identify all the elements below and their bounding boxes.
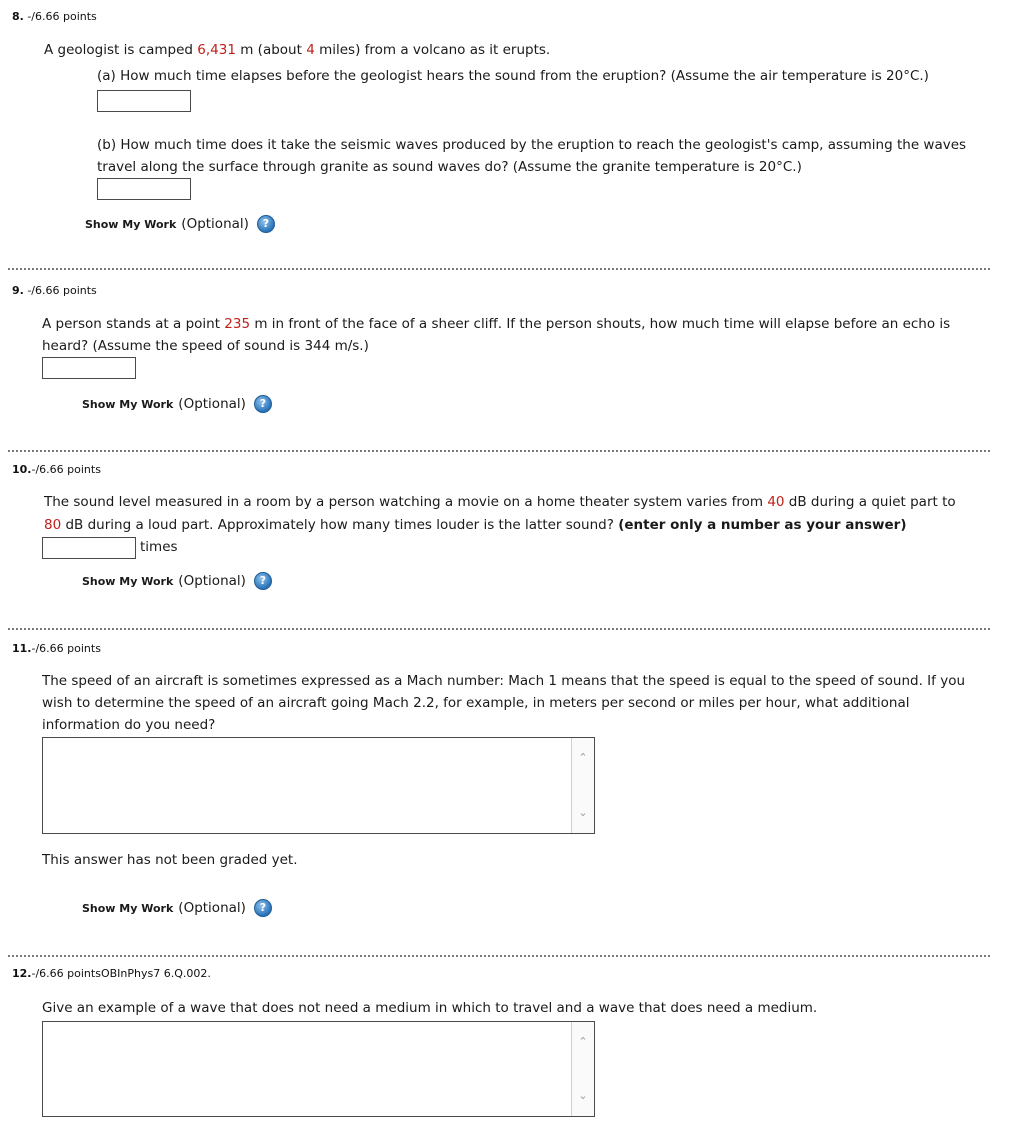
q8-distance: 6,431: [197, 42, 236, 58]
q11-show-my-work[interactable]: [82, 899, 272, 917]
q8-points: -/6.66 points: [23, 10, 97, 23]
q8-number: 8.: [12, 10, 24, 23]
chevron-up-icon[interactable]: ⌃: [578, 751, 588, 764]
show-my-work-label[interactable]: Show My Work: [82, 901, 174, 915]
q8-part-a-answer-input[interactable]: [97, 90, 191, 112]
q12-line1: Give an example of a wave that does not need a medium in which to travel and a wave that does need a medium.: [42, 1000, 818, 1016]
help-icon[interactable]: ?: [254, 899, 272, 917]
textarea-scrollbar[interactable]: [571, 1022, 594, 1116]
q9-points: -/6.66 points: [23, 284, 97, 297]
q9-show-my-work[interactable]: [82, 395, 272, 413]
q9-number: 9.: [12, 284, 24, 297]
q9-header: [12, 284, 97, 297]
q9-answer-input[interactable]: [42, 357, 136, 379]
q10-unit-label: times: [140, 539, 178, 555]
q12-number: 12.: [12, 967, 32, 980]
help-icon[interactable]: ?: [254, 395, 272, 413]
q11-line3: information do you need?: [42, 717, 216, 733]
separator: [8, 268, 990, 270]
q10-answer-input[interactable]: [42, 537, 136, 559]
q8-intro: A geologist is camped 6,431 m (about 4 miles) from a volcano as it erupts.: [44, 42, 551, 58]
help-icon[interactable]: ?: [254, 572, 272, 590]
show-my-work-label[interactable]: Show My Work: [82, 574, 174, 588]
separator: [8, 628, 990, 630]
optional-label: (Optional): [178, 396, 246, 412]
chevron-down-icon[interactable]: ⌄: [578, 1089, 588, 1102]
q10-show-my-work[interactable]: [82, 572, 272, 590]
q9-distance: 235: [224, 316, 251, 332]
q10-line1: The sound level measured in a room by a person watching a movie on a home theater system varies from 40 dB during a quiet part to: [44, 494, 956, 510]
q8-part-b-answer-input[interactable]: [97, 178, 191, 200]
q8-header: [12, 10, 97, 23]
q10-points: -/6.66 points: [31, 463, 101, 476]
q11-number: 11.: [12, 642, 32, 655]
show-my-work-label[interactable]: Show My Work: [82, 397, 174, 411]
q8-miles: 4: [306, 42, 315, 58]
q12-points: -/6.66 pointsOBInPhys7 6.Q.002.: [31, 967, 211, 980]
q11-answer-textarea[interactable]: [42, 737, 595, 834]
optional-label: (Optional): [181, 216, 249, 232]
show-my-work-label[interactable]: Show My Work: [85, 217, 177, 231]
q8-part-a: (a) How much time elapses before the geologist hears the sound from the eruption? (Assume the air temperature is 20°C.): [97, 68, 929, 84]
textarea-scrollbar[interactable]: [571, 738, 594, 833]
optional-label: (Optional): [178, 573, 246, 589]
q8-part-b-line1: (b) How much time does it take the seismic waves produced by the eruption to reach the geologist's camp, assuming the waves: [97, 137, 967, 153]
q9-line1: A person stands at a point 235 m in front of the face of a sheer cliff. If the person shouts, how much time will elapse before an echo is: [42, 316, 951, 332]
q10-line2: 80 dB during a loud part. Approximately how many times louder is the latter sound? (enter only a number as your answer): [44, 517, 907, 533]
chevron-up-icon[interactable]: ⌃: [578, 1035, 588, 1048]
separator: [8, 450, 990, 452]
q8-part-b-line2: travel along the surface through granite as sound waves do? (Assume the granite temperature is 20°C.): [97, 159, 802, 175]
optional-label: (Optional): [178, 900, 246, 916]
q10-number: 10.: [12, 463, 32, 476]
q8-show-my-work[interactable]: [85, 215, 275, 233]
q12-answer-textarea[interactable]: [42, 1021, 595, 1117]
q11-line1: The speed of an aircraft is sometimes expressed as a Mach number: Mach 1 means that the speed is equal to the speed of sound. If you: [42, 673, 966, 689]
separator: [8, 955, 990, 957]
q10-low-db: 40: [767, 494, 785, 510]
q9-line2: heard? (Assume the speed of sound is 344 m/s.): [42, 338, 369, 354]
q11-header: [12, 642, 101, 655]
chevron-down-icon[interactable]: ⌄: [578, 806, 588, 819]
q11-line2: wish to determine the speed of an aircraft going Mach 2.2, for example, in meters per second or miles per hour, what additional: [42, 695, 910, 711]
help-icon[interactable]: ?: [257, 215, 275, 233]
q12-header: [12, 967, 211, 980]
q11-grading-status: This answer has not been graded yet.: [42, 852, 298, 868]
q10-header: [12, 463, 101, 476]
q11-points: -/6.66 points: [31, 642, 101, 655]
q10-high-db: 80: [44, 517, 62, 533]
